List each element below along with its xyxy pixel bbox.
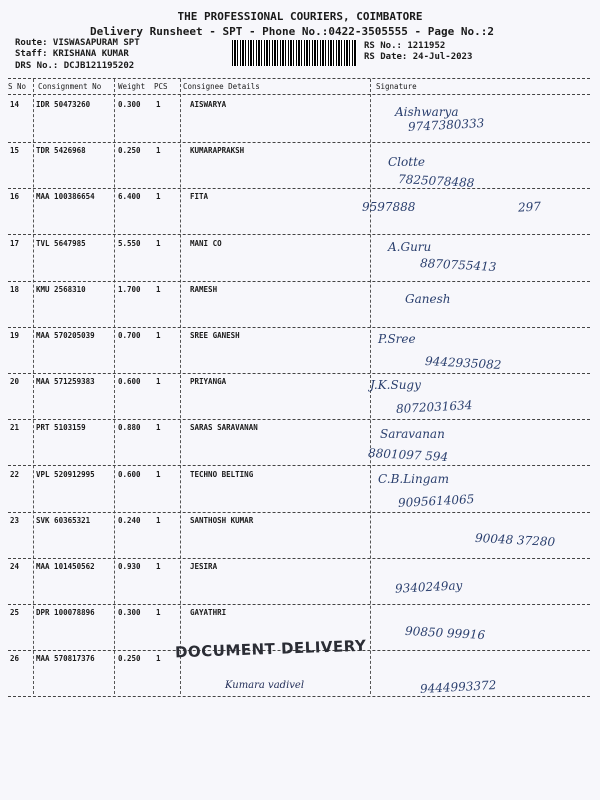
weight-value: 0.250 <box>118 654 141 664</box>
table-row <box>0 98 600 144</box>
consignment-number: MAA 100386654 <box>36 192 95 202</box>
table-row <box>0 468 600 514</box>
pieces-count: 1 <box>156 192 161 202</box>
weight-value: 6.400 <box>118 192 141 202</box>
consignment-number: TVL 5647985 <box>36 238 86 248</box>
consignment-number: IDR 50473260 <box>36 100 91 109</box>
serial-number: 15 <box>10 146 20 156</box>
row-divider <box>8 465 590 466</box>
pieces-count: 1 <box>156 331 161 340</box>
serial-number: 18 <box>10 284 20 294</box>
handwritten-signature: J.K.Sugy <box>370 378 421 392</box>
table-row <box>0 421 600 467</box>
pieces-count: 1 <box>156 238 161 248</box>
weight-value: 0.300 <box>118 100 141 109</box>
weight-value: 1.700 <box>118 284 141 294</box>
pieces-count: 1 <box>156 562 161 571</box>
consignment-number: MAA 570205039 <box>36 331 95 340</box>
col-sno: S No <box>8 82 27 91</box>
serial-number: 26 <box>10 654 20 664</box>
weight-value: 0.700 <box>118 331 141 340</box>
serial-number: 21 <box>10 423 20 433</box>
weight-value: 0.600 <box>118 469 141 479</box>
consignment-number: KMU 2568310 <box>36 284 86 294</box>
handwritten-signature: Clotte <box>388 155 425 169</box>
handwritten-signature: 8870755413 <box>419 256 497 274</box>
runsheet-subtitle: Delivery Runsheet - SPT - Phone No.:0422-3505555 - Page No.:2 <box>90 25 494 38</box>
weight-value: 0.600 <box>118 377 141 387</box>
consignment-number: MAA 101450562 <box>36 562 95 571</box>
consignee-name: SREE GANESH <box>190 331 240 340</box>
handwritten-signature: Ganesh <box>405 292 451 306</box>
table-row <box>0 283 600 329</box>
consignment-number: DPR 100078896 <box>36 608 95 618</box>
page-title: THE PROFESSIONAL COURIERS, COIMBATORE <box>177 10 423 23</box>
handwritten-signature: Saravanan <box>380 427 445 441</box>
row-divider <box>8 696 590 697</box>
row-divider <box>8 327 590 328</box>
drs-number: DRS No.: DCJB121195202 <box>15 61 135 71</box>
pieces-count: 1 <box>156 423 161 433</box>
pieces-count: 1 <box>156 608 161 618</box>
handwritten-signature: 7825078488 <box>397 172 475 190</box>
weight-value: 5.550 <box>118 238 141 248</box>
consignee-name: MANI CO <box>190 238 222 248</box>
handwritten-signature: 8801097 594 <box>367 445 449 465</box>
handwritten-signature: P.Sree <box>378 332 416 346</box>
table-row <box>0 329 600 375</box>
col-pcs: PCS <box>154 82 168 91</box>
handwritten-signature: Aishwarya <box>395 105 459 119</box>
handwritten-signature: 9442935082 <box>424 354 502 372</box>
weight-value: 0.880 <box>118 423 141 433</box>
serial-number: 16 <box>10 192 20 202</box>
serial-number: 25 <box>10 608 20 618</box>
table-row <box>0 144 600 190</box>
row-divider <box>8 373 590 374</box>
pieces-count: 1 <box>156 146 161 156</box>
serial-number: 23 <box>10 515 20 525</box>
consignee-name: JESIRA <box>190 562 218 571</box>
handwritten-signature: A.Guru <box>388 240 432 254</box>
serial-number: 22 <box>10 469 20 479</box>
consignee-name: AISWARYA <box>190 100 227 109</box>
handwritten-signature: 9444993372 <box>419 678 497 696</box>
divider <box>8 94 590 95</box>
row-divider <box>8 188 590 189</box>
document-delivery-stamp: DOCUMENT DELIVERY <box>174 636 367 662</box>
consignment-number: VPL 520912995 <box>36 469 95 479</box>
table-row <box>0 560 600 606</box>
pieces-count: 1 <box>156 515 161 525</box>
handwritten-signature: 9095614065 <box>397 492 475 510</box>
serial-number: 24 <box>10 562 20 571</box>
serial-number: 19 <box>10 331 20 340</box>
table-header <box>8 80 588 94</box>
consignee-name: SARAS SARAVANAN <box>190 423 258 433</box>
handwritten-signature: 90048 37280 <box>474 530 556 550</box>
weight-value: 0.250 <box>118 146 141 156</box>
row-divider <box>8 558 590 559</box>
consignment-number: PRT 5103159 <box>36 423 86 433</box>
handwritten-signature: 9340249ay <box>394 578 463 596</box>
table-row <box>0 237 600 283</box>
handwritten-note: Kumara vadivel <box>225 680 305 691</box>
serial-number: 14 <box>10 100 20 109</box>
handwritten-signature: 9597888 <box>362 200 416 214</box>
consignment-number: MAA 570817376 <box>36 654 95 664</box>
rs-number: RS No.: 1211952 <box>364 41 446 51</box>
col-weight: Weight <box>118 82 146 91</box>
weight-value: 0.240 <box>118 515 141 525</box>
consignee-name: RAMESH <box>190 284 218 294</box>
col-consignment: Consignment No <box>38 82 102 91</box>
row-divider <box>8 512 590 513</box>
consignee-name: PRIYANGA <box>190 377 227 387</box>
consignment-number: MAA 571259383 <box>36 377 95 387</box>
consignee-name: FITA <box>190 192 209 202</box>
pieces-count: 1 <box>156 100 161 109</box>
consignment-number: TDR 5426968 <box>36 146 86 156</box>
row-divider <box>8 419 590 420</box>
weight-value: 0.300 <box>118 608 141 618</box>
col-signature: Signature <box>376 82 417 91</box>
divider <box>8 78 590 79</box>
consignee-name: GAYATHRI <box>190 608 227 618</box>
pieces-count: 1 <box>156 284 161 294</box>
col-consignee: Consignee Details <box>183 82 260 91</box>
rs-date: RS Date: 24-Jul-2023 <box>364 52 473 62</box>
row-divider <box>8 234 590 235</box>
consignee-name: TECHNO BELTING <box>190 469 254 479</box>
pieces-count: 1 <box>156 654 161 664</box>
consignee-name: SANTHOSH KUMAR <box>190 515 254 525</box>
weight-value: 0.930 <box>118 562 141 571</box>
handwritten-signature: 8072031634 <box>395 398 473 416</box>
consignment-number: SVK 60365321 <box>36 515 91 525</box>
pieces-count: 1 <box>156 377 161 387</box>
serial-number: 20 <box>10 377 20 387</box>
table-row <box>0 652 600 698</box>
row-divider <box>8 281 590 282</box>
table-row <box>0 190 600 236</box>
handwritten-signature: 9747380333 <box>407 116 485 134</box>
consignee-name: KUMARAPRAKSH <box>190 146 245 156</box>
handwritten-signature: C.B.Lingam <box>378 472 449 486</box>
row-divider <box>8 604 590 605</box>
pieces-count: 1 <box>156 469 161 479</box>
staff-label: Staff: KRISHANA KUMAR <box>15 49 129 59</box>
handwritten-signature: 297 <box>517 199 542 215</box>
table-row <box>0 375 600 421</box>
route-label: Route: VISWASAPURAM SPT <box>15 38 140 48</box>
serial-number: 17 <box>10 238 20 248</box>
row-divider <box>8 142 590 143</box>
barcode-image <box>232 40 357 66</box>
handwritten-signature: 90850 99916 <box>404 623 486 643</box>
